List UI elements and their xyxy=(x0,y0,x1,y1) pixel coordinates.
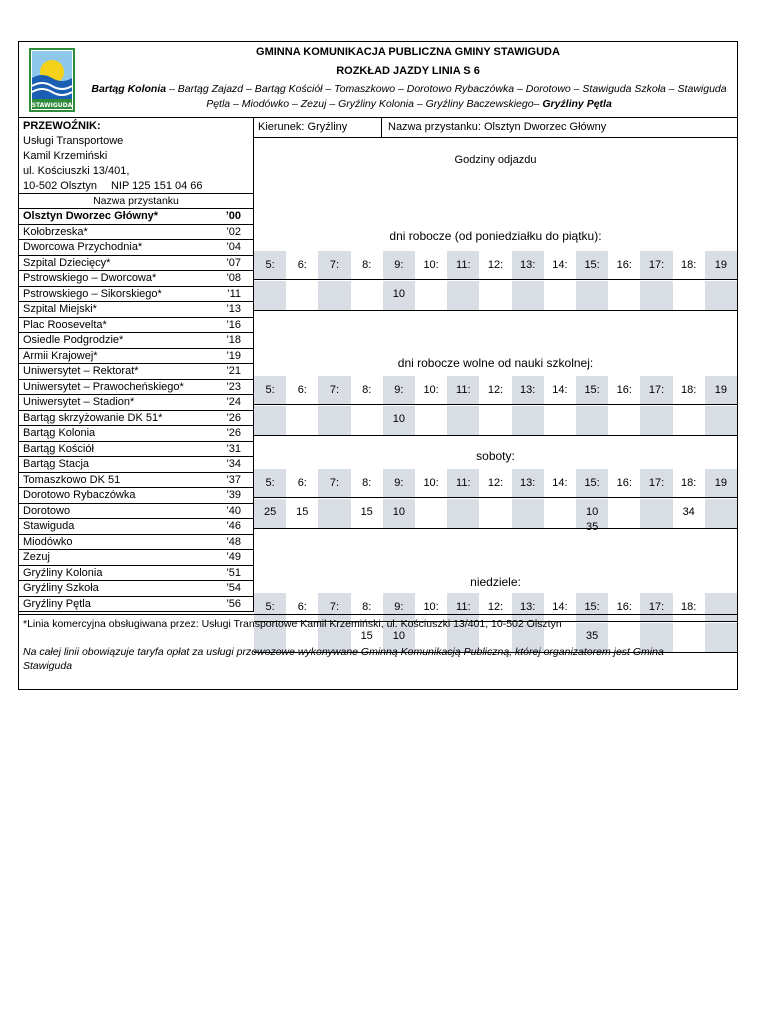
hour-cell: 7: xyxy=(318,251,350,279)
carrier-nip: NIP 125 151 04 66 xyxy=(110,180,203,192)
carrier-line4: 10-502 Olsztyn xyxy=(23,180,97,192)
stop-name: Miodówko xyxy=(23,535,73,548)
stop-name: Uniwersytet – Prawocheńskiego* xyxy=(23,380,184,393)
hour-cell: 8: xyxy=(362,601,372,613)
hour-cell: 18: xyxy=(681,384,697,396)
minute-cell xyxy=(544,499,576,528)
route-start: Bartąg Kolonia xyxy=(91,83,167,95)
stop-row xyxy=(19,349,253,365)
stop-name: Pstrowskiego – Sikorskiego* xyxy=(23,287,162,300)
stop-name: Dorotowo Rybaczówka xyxy=(23,489,136,501)
minute-cell xyxy=(479,406,511,435)
hour-cell: 16: xyxy=(616,259,632,271)
timetable-header xyxy=(19,42,737,117)
hour-cell: 19 xyxy=(705,469,737,497)
minute-cell: 25 xyxy=(254,499,286,528)
note-value: Usługi Transportowe Kamil Krzemiński, ul. Kościuszki 13/401, 10-502 Olsztyn xyxy=(201,618,562,630)
stop-name: Szpital Miejski* xyxy=(23,303,97,315)
stop-name: Kołobrzeska* xyxy=(23,225,88,238)
minute-row xyxy=(254,406,737,436)
hour-cell: 18: xyxy=(681,259,697,271)
stop-name-cell xyxy=(382,117,737,138)
minute-cell xyxy=(286,281,318,310)
carrier-line4-row xyxy=(23,179,249,194)
route-description xyxy=(89,82,729,112)
carrier-line1: Usługi Transportowe xyxy=(23,135,124,147)
hour-cell: 19 xyxy=(705,251,737,279)
hour-cell: 6: xyxy=(297,384,307,396)
hour-cell: 6: xyxy=(297,477,307,489)
section-title: dni robocze wolne od nauki szkolnej: xyxy=(397,356,594,370)
stop-minute-offset: ’23 xyxy=(226,380,241,393)
stop-row xyxy=(19,457,253,473)
minute-cell xyxy=(576,406,608,435)
stop-minute-offset: ’39 xyxy=(226,489,241,501)
stop-minute-offset: ’49 xyxy=(226,551,241,563)
hour-cell: 11: xyxy=(447,251,479,279)
stop-row xyxy=(19,488,253,504)
hour-cell: 12: xyxy=(487,259,504,271)
stop-name: Bartąg skrzyżowanie DK 51* xyxy=(23,411,163,424)
stop-minute-offset: ’07 xyxy=(226,256,241,269)
stop-minute-offset: ’46 xyxy=(226,520,241,532)
stop-minute-offset: ’24 xyxy=(226,396,241,408)
stops-header: Nazwa przystanku xyxy=(19,193,253,209)
minute-cell xyxy=(447,406,479,435)
minute-cell xyxy=(608,281,640,310)
minute-cell xyxy=(415,281,447,310)
hour-cell: 6: xyxy=(297,601,307,613)
minute-cell xyxy=(705,281,737,310)
stop-name: Bartąg Kościół xyxy=(23,442,94,455)
stop-name: Gryźliny Kolonia xyxy=(23,566,103,579)
hour-cell: 13: xyxy=(512,376,544,404)
minute-row xyxy=(254,499,737,533)
carrier-line2: Kamil Krzemiński xyxy=(23,150,108,162)
minute-cell xyxy=(673,406,705,435)
hour-cell: 13: xyxy=(512,251,544,279)
minute-cell xyxy=(608,499,640,528)
hour-cell: 10: xyxy=(423,384,439,396)
stop-minute-offset: ’26 xyxy=(226,427,241,439)
minute-cell xyxy=(318,499,350,528)
direction-label: Kierunek: xyxy=(258,121,308,133)
stop-row xyxy=(19,442,253,458)
stop-name-label: Nazwa przystanku: xyxy=(388,121,484,133)
stop-row xyxy=(19,395,253,411)
stop-minute-offset: ’00 xyxy=(225,210,241,222)
hour-cell: 7: xyxy=(318,593,350,621)
hour-cell: 14: xyxy=(552,601,568,613)
stop-minute-offset: ’04 xyxy=(226,241,241,253)
hour-cell: 11: xyxy=(447,376,479,404)
hour-cell: 17: xyxy=(640,251,672,279)
minute-cell xyxy=(318,281,350,310)
stop-row xyxy=(19,240,253,256)
minute-cell: 10 xyxy=(383,623,415,652)
hour-cell: 13: xyxy=(512,593,544,621)
minute-cell xyxy=(447,499,479,528)
hour-cell: 9: xyxy=(383,469,415,497)
minute-cell xyxy=(415,406,447,435)
carrier-line3: ul. Kościuszki 13/401, xyxy=(23,165,130,177)
stop-minute-offset: ’37 xyxy=(226,473,241,486)
stop-name: Gryźliny Pętla xyxy=(23,597,91,610)
stop-minute-offset: ’26 xyxy=(226,411,241,424)
hour-cell: 14: xyxy=(552,259,568,271)
hour-cell: 15: xyxy=(576,593,608,621)
stop-minute-offset: ’31 xyxy=(226,442,241,455)
stop-row xyxy=(19,287,253,303)
hour-cell: 9: xyxy=(383,593,415,621)
minute-cell xyxy=(673,281,705,310)
logo-text: STAWIGUDA xyxy=(31,102,73,109)
page-title: GMINNA KOMUNIKACJA PUBLICZNA GMINY STAWIGUDA xyxy=(256,46,560,58)
stop-row xyxy=(19,581,253,597)
minute-cell: 34 xyxy=(682,506,695,518)
tariff-note: Na całej linii obowiązuje taryfa opłat za usługi przewozowe wykonywane Gminną Komunikacją Publiczną, której organizatorem jest Gmina Stawiguda xyxy=(23,646,664,672)
stop-row xyxy=(19,256,253,272)
minute-cell xyxy=(479,281,511,310)
minute-cell: 10 35 xyxy=(576,499,608,528)
minute-cell xyxy=(415,499,447,528)
stop-row xyxy=(19,302,253,318)
stop-minute-offset: ’34 xyxy=(226,458,241,470)
hour-cell: 5: xyxy=(254,251,286,279)
stop-row xyxy=(19,566,253,582)
minute-cell: 10 xyxy=(383,499,415,528)
hour-cell: 8: xyxy=(362,259,372,271)
hour-cell: 8: xyxy=(362,477,372,489)
stop-minute-offset: ’48 xyxy=(226,535,241,548)
direction-cell xyxy=(254,117,382,138)
minute-cell xyxy=(544,281,576,310)
stop-minute-offset: ’40 xyxy=(226,504,241,517)
hour-cell: 17: xyxy=(640,376,672,404)
minute-cell xyxy=(576,281,608,310)
stop-name: Bartąg Stacja xyxy=(23,458,90,470)
hour-cell: 9: xyxy=(383,251,415,279)
direction-value: Gryźliny xyxy=(307,121,348,133)
hour-cell: 5: xyxy=(254,376,286,404)
hour-cell: 17: xyxy=(640,469,672,497)
stop-name: Armii Krajowej* xyxy=(23,349,98,362)
stop-row xyxy=(19,597,253,613)
hour-cell: 12: xyxy=(487,601,504,613)
minute-cell: 15 xyxy=(360,630,373,642)
stop-minute-offset: ’16 xyxy=(226,318,241,331)
hour-row xyxy=(254,251,737,280)
hour-row xyxy=(254,469,737,498)
minute-cell xyxy=(254,281,286,310)
minute-cell: 10 xyxy=(383,406,415,435)
stop-name: Gryźliny Szkoła xyxy=(23,582,99,594)
stop-name: Bartąg Kolonia xyxy=(23,427,96,439)
stawiguda-logo xyxy=(29,48,75,112)
minute-cell xyxy=(544,406,576,435)
minute-cell xyxy=(351,406,383,435)
hour-cell: 14: xyxy=(552,477,568,489)
note-prefix: *Linia komercyjna obsługiwana przez: xyxy=(23,618,202,630)
hour-cell: 8: xyxy=(362,384,372,396)
hour-cell: 10: xyxy=(423,259,439,271)
stop-name: Uniwersytet – Stadion* xyxy=(23,396,135,408)
section-title: niedziele: xyxy=(470,575,521,589)
stop-row xyxy=(19,550,253,566)
stop-name: Zezuj xyxy=(23,551,50,563)
hour-row xyxy=(254,376,737,405)
minute-cell xyxy=(318,406,350,435)
minute-cell xyxy=(705,499,737,528)
section-title: dni robocze (od poniedziałku do piątku): xyxy=(389,229,602,243)
stop-row xyxy=(19,333,253,349)
footer xyxy=(19,614,737,690)
stop-minute-offset: ’21 xyxy=(226,365,241,377)
hour-cell: 19 xyxy=(705,376,737,404)
stop-row xyxy=(19,426,253,442)
minute-cell xyxy=(447,281,479,310)
minute-cell: 10 xyxy=(383,281,415,310)
route-middle: – Bartąg Zajazd – Bartąg Kościół – Tomaszkowo – Dorotowo Rybaczówka – Dorotowo – Stawiguda Szkoła – Stawiguda Pętla – Miodówko – Zezuj – Gryźliny Kolonia – Gryźliny Baczewskiego– xyxy=(166,83,727,110)
section-title: soboty: xyxy=(476,449,515,463)
stop-name: Dorotowo xyxy=(23,504,71,517)
minute-cell: 35 xyxy=(576,623,608,652)
hour-cell: 6: xyxy=(297,259,307,271)
hour-cell: 9: xyxy=(383,376,415,404)
stop-minute-offset: ’08 xyxy=(226,272,241,284)
hour-cell: 13: xyxy=(512,469,544,497)
stop-minute-offset: ’54 xyxy=(226,582,241,594)
hour-cell: 18: xyxy=(681,477,697,489)
stop-name: Olsztyn Dworzec Główny* xyxy=(23,210,159,222)
hour-cell: 16: xyxy=(616,477,632,489)
hour-cell: 7: xyxy=(318,376,350,404)
stop-row xyxy=(19,318,253,334)
carrier-label: PRZEWOŹNIK: xyxy=(23,120,101,132)
stop-row xyxy=(19,535,253,551)
minute-cell xyxy=(640,281,672,310)
hour-cell: 11: xyxy=(447,469,479,497)
stop-name: Dworcowa Przychodnia* xyxy=(23,241,143,253)
stop-name: Szpital Dziecięcy* xyxy=(23,256,111,269)
departures-heading: Godziny odjazdu xyxy=(454,154,537,166)
stop-minute-offset: ’19 xyxy=(226,349,241,362)
stop-row xyxy=(19,519,253,535)
stop-name: Osiedle Podgrodzie* xyxy=(23,334,124,346)
carrier-info xyxy=(19,117,254,193)
hour-cell: 12: xyxy=(487,384,504,396)
minute-cell xyxy=(640,499,672,528)
hour-cell: 7: xyxy=(318,469,350,497)
stop-row xyxy=(19,504,253,520)
stop-row xyxy=(19,209,253,225)
minute-cell xyxy=(479,499,511,528)
stop-minute-offset: ’11 xyxy=(227,287,241,300)
minute-cell xyxy=(254,406,286,435)
stop-row xyxy=(19,225,253,241)
minute-cell: 15 xyxy=(296,506,309,518)
timetable-page xyxy=(18,41,738,690)
minute-cell: 15 xyxy=(360,506,373,518)
minute-cell xyxy=(512,499,544,528)
minute-cell xyxy=(640,406,672,435)
stop-minute-offset: ’02 xyxy=(226,225,241,238)
hour-cell: 11: xyxy=(447,593,479,621)
hour-cell: 15: xyxy=(576,469,608,497)
commercial-note xyxy=(23,617,733,631)
minute-cell xyxy=(351,281,383,310)
stop-name: Stawiguda xyxy=(23,520,75,532)
stop-minute-offset: ’18 xyxy=(226,334,241,346)
minute-row xyxy=(254,281,737,311)
hour-cell: 12: xyxy=(487,477,504,489)
hour-cell: 5: xyxy=(254,469,286,497)
stops-list xyxy=(19,193,254,612)
minute-cell xyxy=(705,406,737,435)
hour-cell: 17: xyxy=(640,593,672,621)
stop-row xyxy=(19,380,253,396)
hour-cell: 15: xyxy=(576,376,608,404)
stop-minute-offset: ’51 xyxy=(226,566,241,579)
minute-cell xyxy=(512,406,544,435)
hour-cell: 10: xyxy=(423,601,439,613)
hour-cell: 10: xyxy=(423,477,439,489)
stop-name: Uniwersytet – Rektorat* xyxy=(23,365,139,377)
stop-minute-offset: ’13 xyxy=(226,303,241,315)
minute-cell xyxy=(286,406,318,435)
hour-cell: 15: xyxy=(576,251,608,279)
hour-cell: 16: xyxy=(616,601,632,613)
stop-name: Tomaszkowo DK 51 xyxy=(23,473,121,486)
stop-minute-offset: ’56 xyxy=(226,597,241,610)
stop-row xyxy=(19,473,253,489)
stop-row xyxy=(19,364,253,380)
hour-cell: 18: xyxy=(681,601,697,613)
stop-name: Pstrowskiego – Dworcowa* xyxy=(23,272,157,284)
hour-cell: 14: xyxy=(552,384,568,396)
minute-cell xyxy=(512,281,544,310)
stop-row xyxy=(19,271,253,287)
hour-cell: 16: xyxy=(616,384,632,396)
stop-row xyxy=(19,411,253,427)
hour-cell: 5: xyxy=(254,593,286,621)
stop-name: Plac Roosevelta* xyxy=(23,318,107,331)
route-end: Gryźliny Pętla xyxy=(542,98,612,110)
minute-cell xyxy=(608,406,640,435)
line-subtitle: ROZKŁAD JAZDY LINIA S 6 xyxy=(336,65,480,77)
stop-name-value: Olsztyn Dworzec Główny xyxy=(483,121,607,133)
